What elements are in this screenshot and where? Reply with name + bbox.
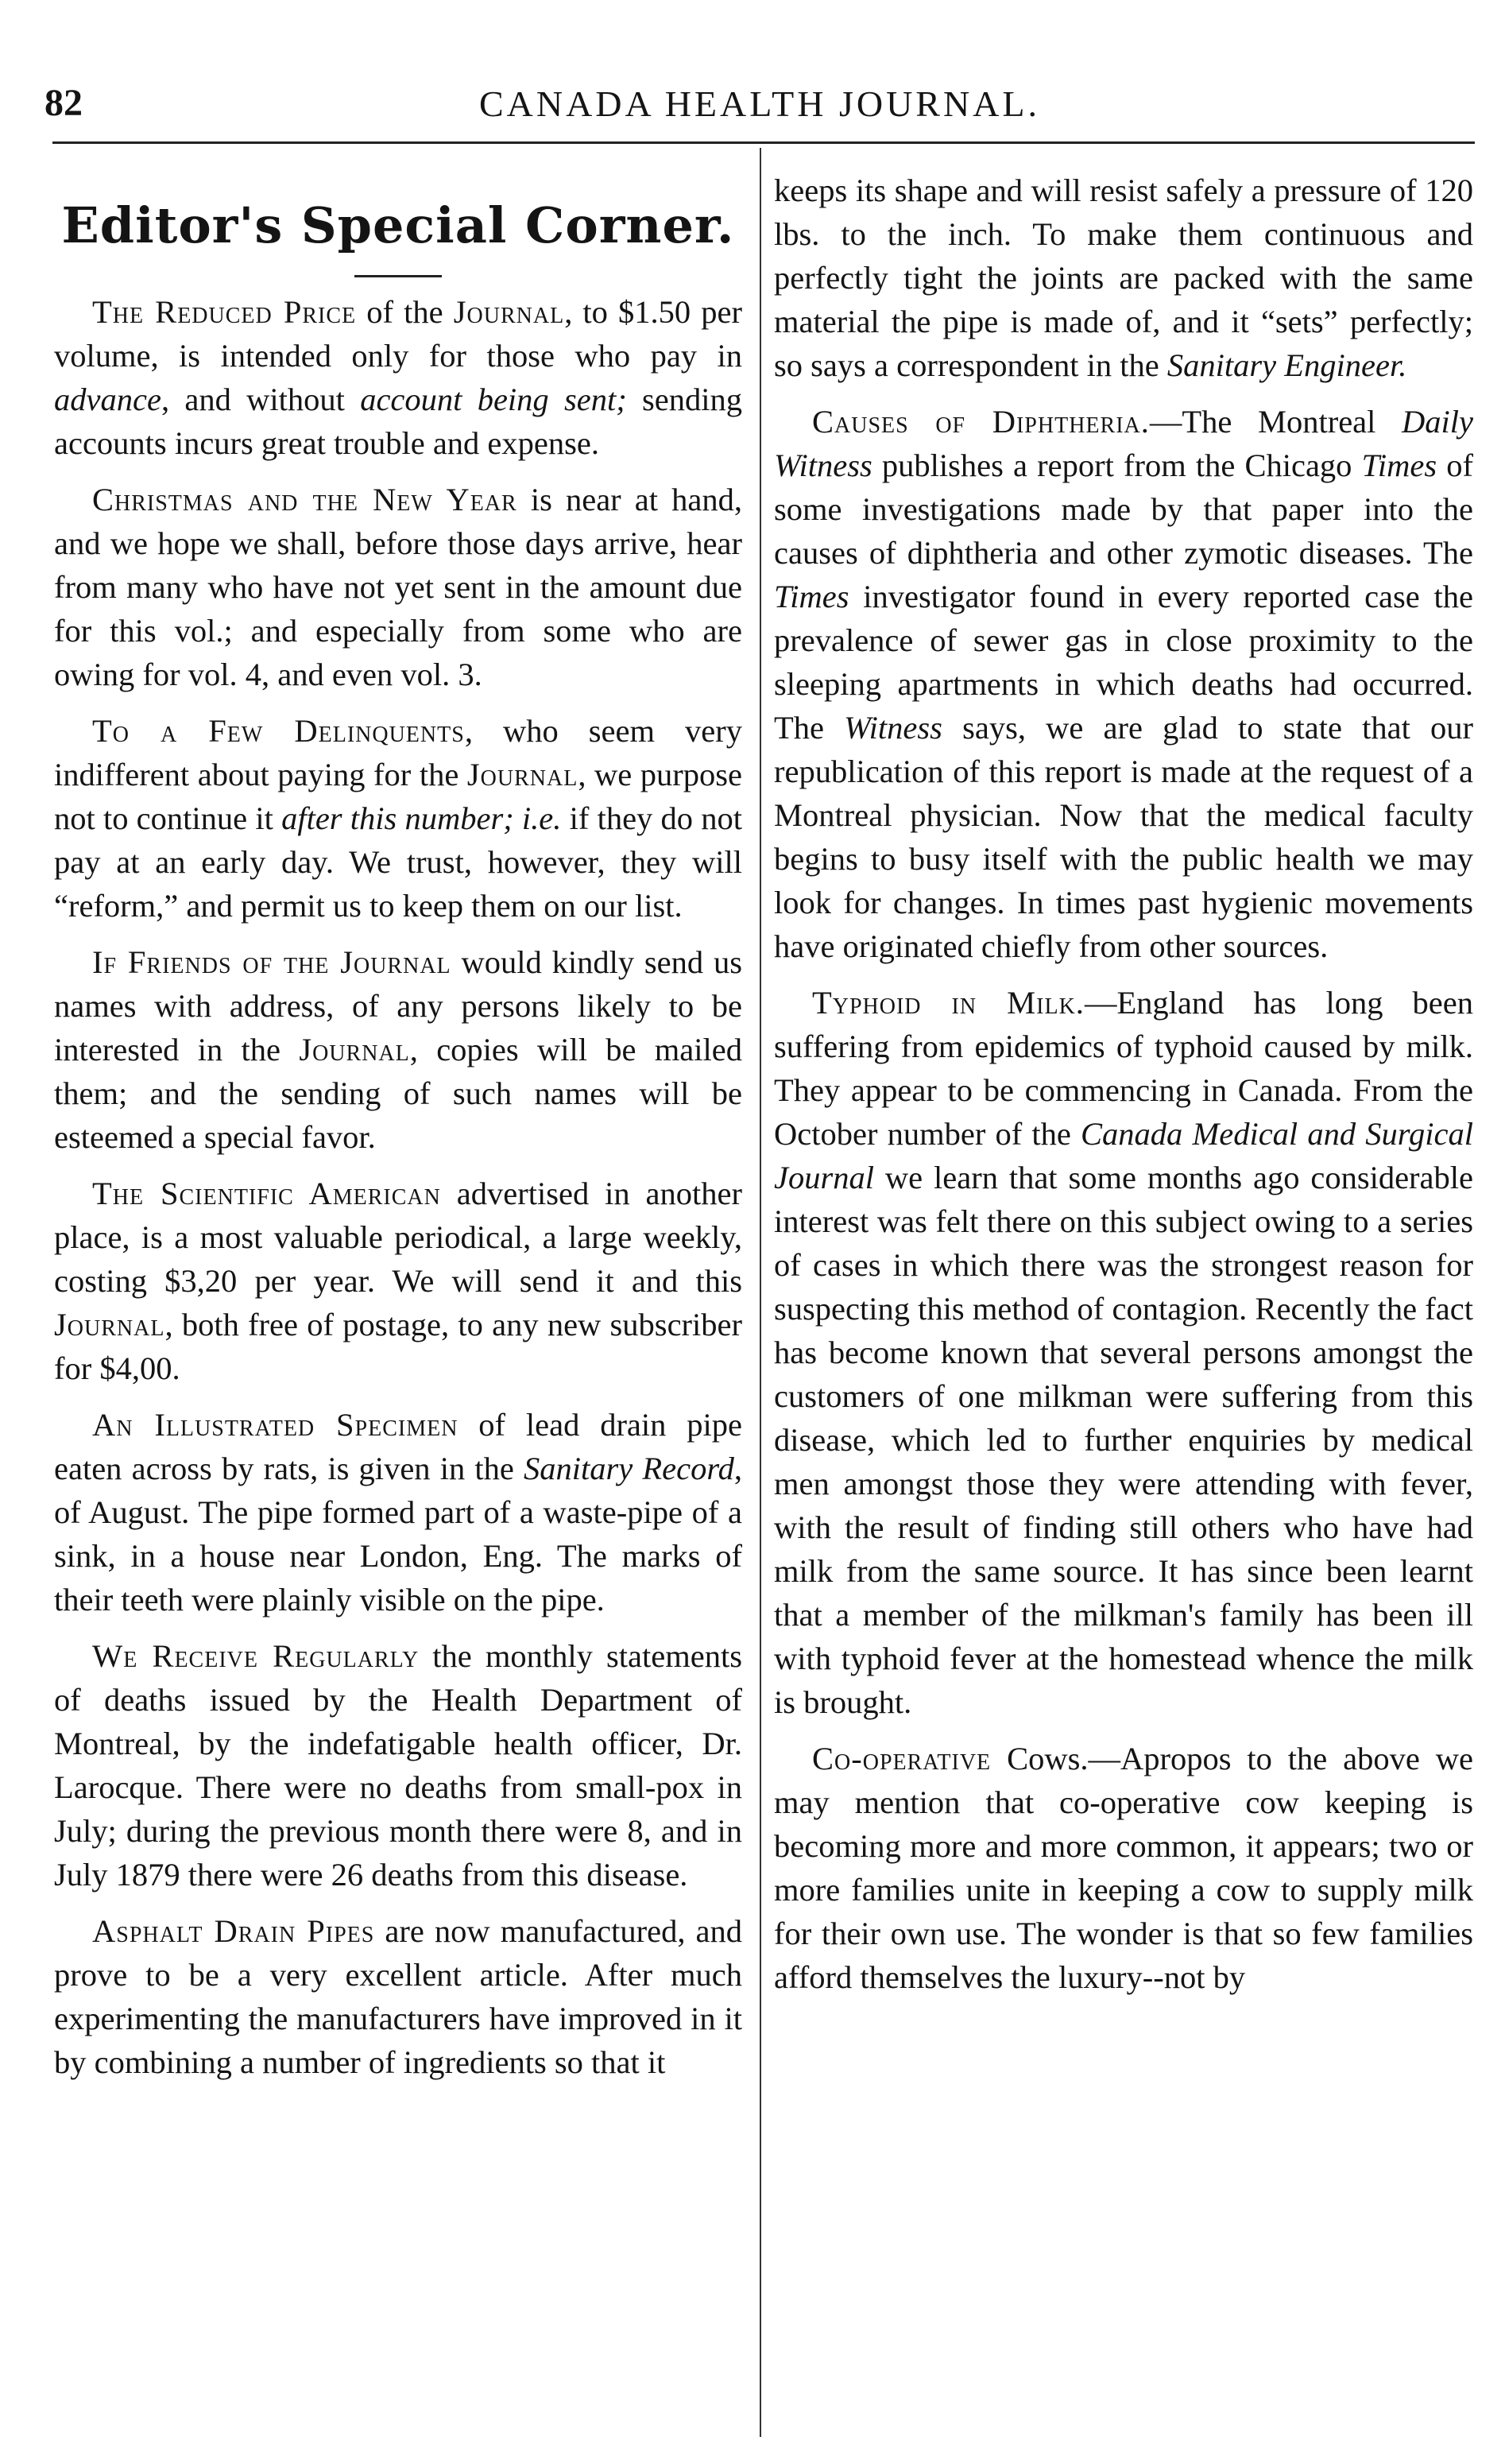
- italic-text: account being sent;: [360, 382, 627, 417]
- paragraph-receive-regularly: [54, 1634, 742, 1896]
- paragraph-asphalt-continued: [774, 169, 1473, 387]
- text: , who seem very indifferent about paying for the: [54, 713, 742, 792]
- text: of the: [356, 294, 454, 330]
- paragraph-reduced-price: [54, 290, 742, 465]
- paragraph-delinquents: [54, 709, 742, 928]
- paragraph-diphtheria: [774, 400, 1473, 968]
- lead-in: We Receive Regularly: [92, 1638, 420, 1674]
- italic-text: Times: [774, 579, 849, 614]
- right-column: [774, 169, 1473, 2012]
- text: keeps its shape and will resist safely a pressure of 120 lbs. to the inch. To make them continuous and perfectly tight the joints are packed with the same material the pipe is made of, and it “sets” perfectly; so says a correspondent in the: [774, 172, 1473, 383]
- paragraph-christmas: [54, 478, 742, 696]
- paragraph-typhoid: [774, 981, 1473, 1724]
- lead-in: Causes of Diphtheria.: [812, 404, 1150, 440]
- lead-in: The Scientific American: [92, 1176, 441, 1211]
- text: publishes a report from the Chicago: [872, 447, 1362, 483]
- title-rule: [354, 275, 442, 277]
- text: of lead drain pipe eaten across by rats, is given in the: [54, 1407, 742, 1486]
- text: the monthly statements of deaths issued by the Health Department of Montreal, by the indefatigable health officer, Dr. Larocque. There were no deaths from small-pox in July; during the previous month there were 8, and in July 1879 there were 26 deaths from this disease.: [54, 1638, 742, 1893]
- italic-text: Canada Medical and Surgical Journal: [774, 1116, 1473, 1195]
- lead-in: If Friends of the Journal: [92, 944, 451, 980]
- italic-text: after this number; i.e.: [281, 800, 562, 836]
- lead-in: Asphalt Drain Pipes: [92, 1913, 375, 1949]
- running-head: [44, 76, 1475, 132]
- text: says, we are glad to state that our republication of this report is made at the request of a Montreal physician. Now that the medical faculty begins to busy itself with the public health we may look for changes. In times past hygienic movements have originated chiefly from other sources.: [774, 710, 1473, 964]
- italic-text: Sanitary Engineer.: [1166, 347, 1407, 383]
- text: would kindly send us names with address, of any persons likely to be interested in the: [54, 944, 742, 1067]
- italic-text: Witness: [844, 710, 942, 746]
- header-rule: [52, 141, 1475, 144]
- paragraph-asphalt-pipes: [54, 1909, 742, 2084]
- section-title: Editor's Special Corner.: [61, 196, 735, 254]
- lead-in: An Illustrated Specimen: [92, 1407, 458, 1443]
- left-column: [54, 169, 742, 2097]
- journal-name: Journal: [299, 1032, 410, 1067]
- paragraph-cooperative-cows: [774, 1737, 1473, 1999]
- lead-in: To a Few Delinquents: [92, 713, 465, 749]
- paragraph-scientific-american: [54, 1172, 742, 1390]
- text: sending accounts incurs great trouble and expense.: [54, 382, 742, 461]
- lead-in: Typhoid in Milk.: [812, 985, 1085, 1021]
- lead-in: Christmas and the New Year: [92, 482, 517, 517]
- journal-name: Journal: [453, 294, 565, 330]
- text: —The Montreal: [1149, 404, 1402, 440]
- italic-text: Times: [1361, 447, 1437, 483]
- text: of some investigations made by that paper into the causes of diphtheria and other zymotic diseases. The: [774, 447, 1473, 571]
- text: —Apropos to the above we may mention that co-operative cow keeping is becoming more and more common, it appears; two or more families unite in keeping a cow to supply milk for their own use. The wonder is that so few families afford themselves the luxury--not by: [774, 1741, 1473, 1995]
- paragraph-specimen: [54, 1403, 742, 1621]
- text: , to $1.50 per volume, is intended only for those who pay in: [54, 294, 743, 374]
- text: investigator found in every reported case the prevalence of sewer gas in close proximity to the sleeping apartments in which deaths had occurred. The: [774, 579, 1473, 746]
- paragraph-friends: [54, 940, 742, 1159]
- text: advertised in another place, is a most valuable periodical, a large weekly, costing $3,20 per year. We will send it and this: [54, 1176, 742, 1299]
- italic-text: Sanitary Record: [524, 1451, 734, 1486]
- journal-title: CANADA HEALTH JOURNAL.: [478, 83, 1041, 124]
- journal-name: Journal: [54, 1307, 165, 1342]
- text: , and without: [161, 382, 361, 417]
- lead-in: The Reduced Price: [92, 294, 357, 330]
- text: —England has long been suffering from epidemics of typhoid caused by milk. They appear to be commencing in Canada. From the October number of the: [774, 985, 1473, 1152]
- italic-text: advance: [54, 382, 161, 417]
- text: , of August. The pipe formed part of a waste-pipe of a sink, in a house near London, Eng. The marks of their teeth were plainly visible on the pipe.: [54, 1451, 742, 1617]
- text: Cows.: [991, 1741, 1089, 1776]
- text: are now manufactured, and prove to be a very excellent article. After much experimenting the manufacturers have improved in it by combining a number of ingredients so that it: [54, 1913, 743, 2080]
- text: we learn that some months ago considerable interest was felt there on this subject owing to a series of cases in which there was the strongest reason for suspecting this method of contagion. Recently the fact has become known that several persons amongst the customers of one milkman were suffering from this disease, which led to further enquiries by medical men amongst those they were attending with fever, with the result of finding still others who have had milk from the same source. It has since been learnt that a member of the milkman's family has been ill with typhoid fever at the homestead whence the milk is brought.: [774, 1160, 1473, 1720]
- text: , copies will be mailed them; and the sending of such names will be esteemed a special favor.: [54, 1032, 742, 1155]
- text: is near at hand, and we hope we shall, before those days arrive, hear from many who have not yet sent in the amount due for this vol.; and especially from some who are owing for vol. 4, and even vol. 3.: [54, 482, 742, 692]
- journal-name: Journal: [466, 757, 578, 792]
- page-number: 82: [44, 82, 83, 124]
- text: if they do not pay at an early day. We trust, however, they will “reform,” and permit us to keep them on our list.: [54, 800, 742, 924]
- text: , both free of postage, to any new subscriber for $4,00.: [54, 1307, 742, 1386]
- italic-text: Daily Witness: [774, 404, 1474, 483]
- column-divider: [760, 148, 761, 2437]
- text: , we purpose not to continue it: [54, 757, 742, 836]
- lead-in: Co-operative: [812, 1741, 992, 1776]
